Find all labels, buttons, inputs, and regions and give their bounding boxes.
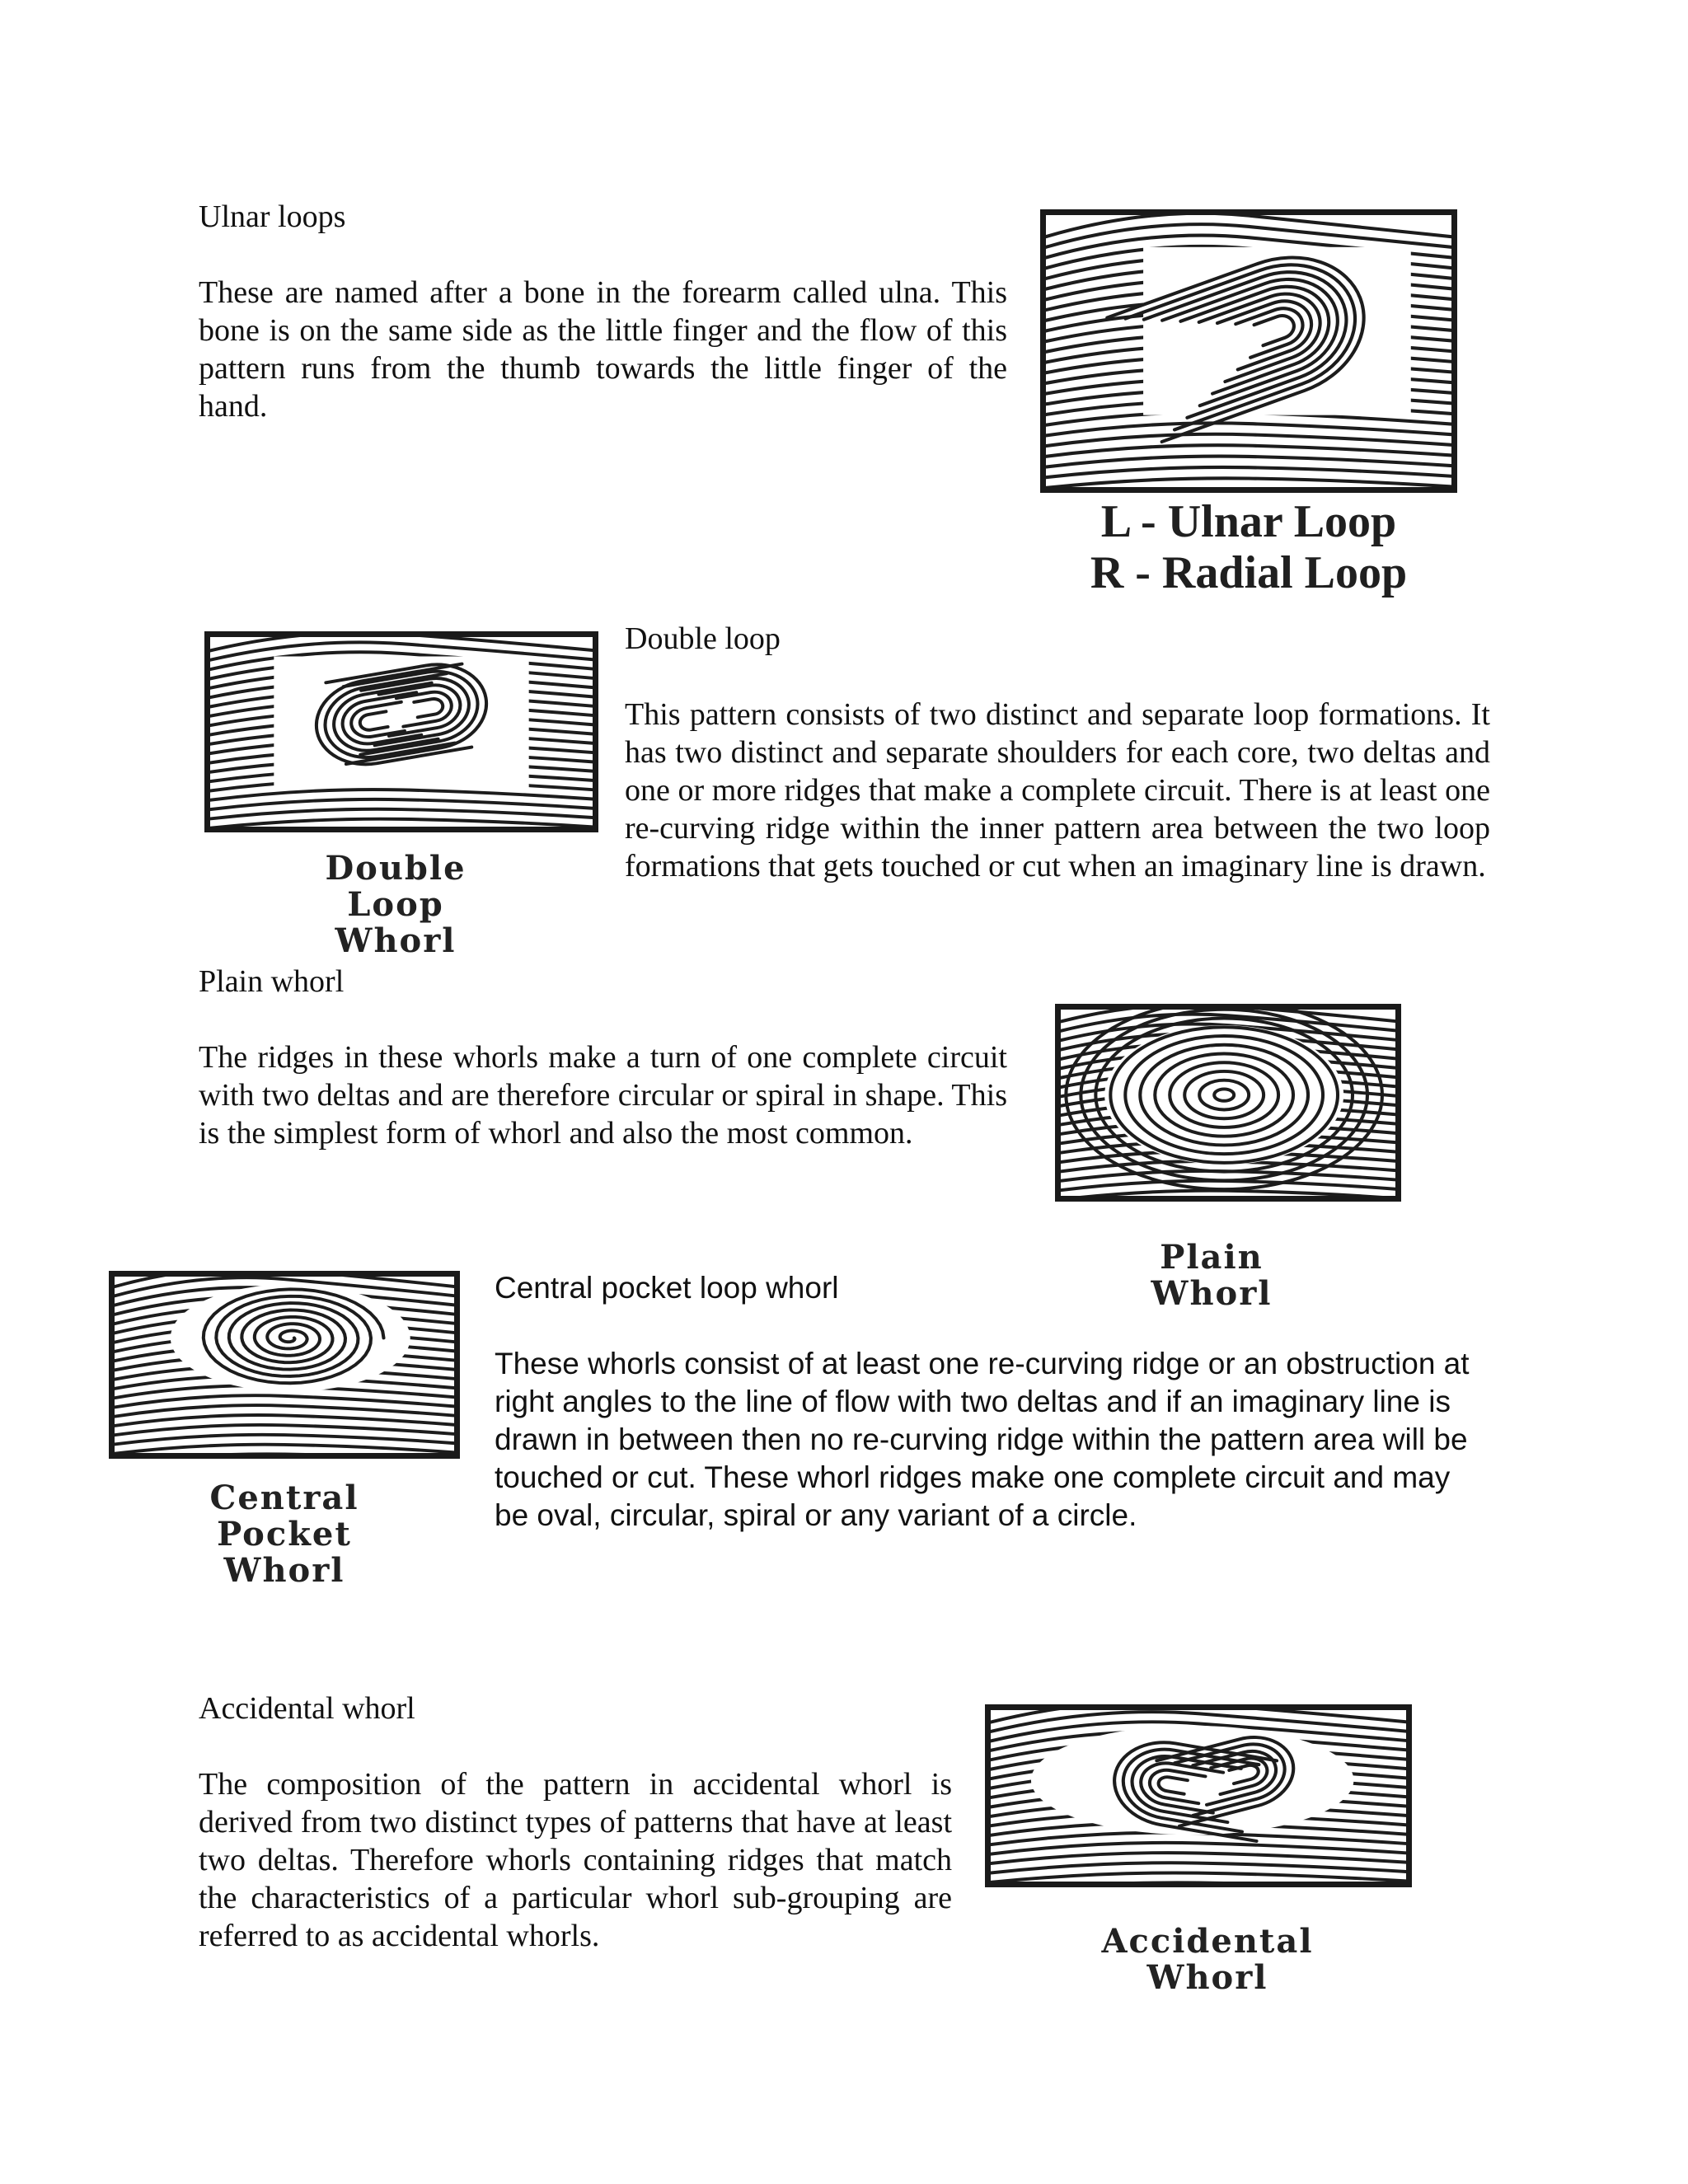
central-caption-line-2: Pocket [217,1515,352,1554]
ulnar-loops-heading: Ulnar loops [199,199,346,234]
central-pocket-fingerprint-image [109,1271,460,1459]
plain-whorl-text: The ridges in these whorls make a turn of one complete circuit with two deltas and are therefore circular or spiral in shape. This is the simplest form of whorl and also the most common. [199,1040,1007,1151]
fingerprint-ulnar-svg [1046,215,1451,487]
plain-whorl-heading: Plain whorl [199,964,345,999]
accidental-caption-line-2: Whorl [1146,1958,1268,1997]
double-loop-heading: Double loop [625,621,781,656]
plain-caption-line-2: Whorl [1151,1274,1273,1313]
central-pocket-heading: Central pocket loop whorl [495,1271,839,1305]
accidental-whorl-fingerprint-image [985,1704,1412,1887]
accidental-whorl-text: The composition of the pattern in accidental whorl is derived from two distinct types of patterns that have at least two deltas. Therefore whorls containing ridges that match the characteristics of a particular whorl sub-grouping are referred to as accidental whorls. [199,1767,952,1953]
fingerprint-accidental-svg [991,1710,1406,1882]
double-loop-caption [272,851,519,959]
central-caption-line-3: Whorl [223,1551,345,1590]
double-caption-line-2: Loop [347,885,444,924]
double-loop-text: This pattern consists of two distinct and separate loop formations. It has two distinct and separate shoulders for each core, two deltas and one or more ridges that make a complete circuit. There is at least one re-curving ridge within the inner pattern area between the two loop formations that gets touched or cut when an imaginary line is drawn. [625,697,1490,883]
ulnar-loops-text: These are named after a bone in the forearm called ulna. This bone is on the same side as the little finger and the flow of this pattern runs from the thumb towards the little finger of the hand. [199,275,1007,424]
double-caption-line-3: Whorl [335,921,457,960]
plain-caption-line-1: Plain [1160,1238,1264,1277]
accidental-caption-line-1: Accidental [1101,1922,1314,1961]
plain-whorl-caption [1088,1240,1335,1312]
fingerprint-central-pocket-svg [115,1277,454,1453]
ulnar-caption-line-1: L - Ulnar Loop [1100,496,1397,547]
accidental-whorl-heading: Accidental whorl [199,1691,415,1726]
double-loop-fingerprint-image [204,631,598,832]
fingerprint-double-loop-svg [210,637,593,827]
central-pocket-text: These whorls consist of at least one re-curving ridge or an obstruction at right angles to the line of flow with two deltas and if an imaginary line is drawn in between then no re-curving ridge within the pattern area will be touched or cut. These whorl ridges make one complete circuit and may be oval, circular, spiral or any variant of a circle. [495,1347,1470,1532]
ulnar-caption-line-2: R - Radial Loop [1090,547,1408,598]
plain-whorl-fingerprint-image [1055,1004,1401,1202]
fingerprint-plain-whorl-svg [1061,1010,1395,1196]
accidental-whorl-caption [1034,1924,1381,1996]
double-caption-line-1: Double [325,849,467,888]
ulnar-loop-fingerprint-image [1040,209,1457,493]
central-caption-line-1: Central [209,1479,359,1517]
ulnar-loop-caption [1014,496,1484,598]
central-pocket-caption [161,1480,408,1589]
